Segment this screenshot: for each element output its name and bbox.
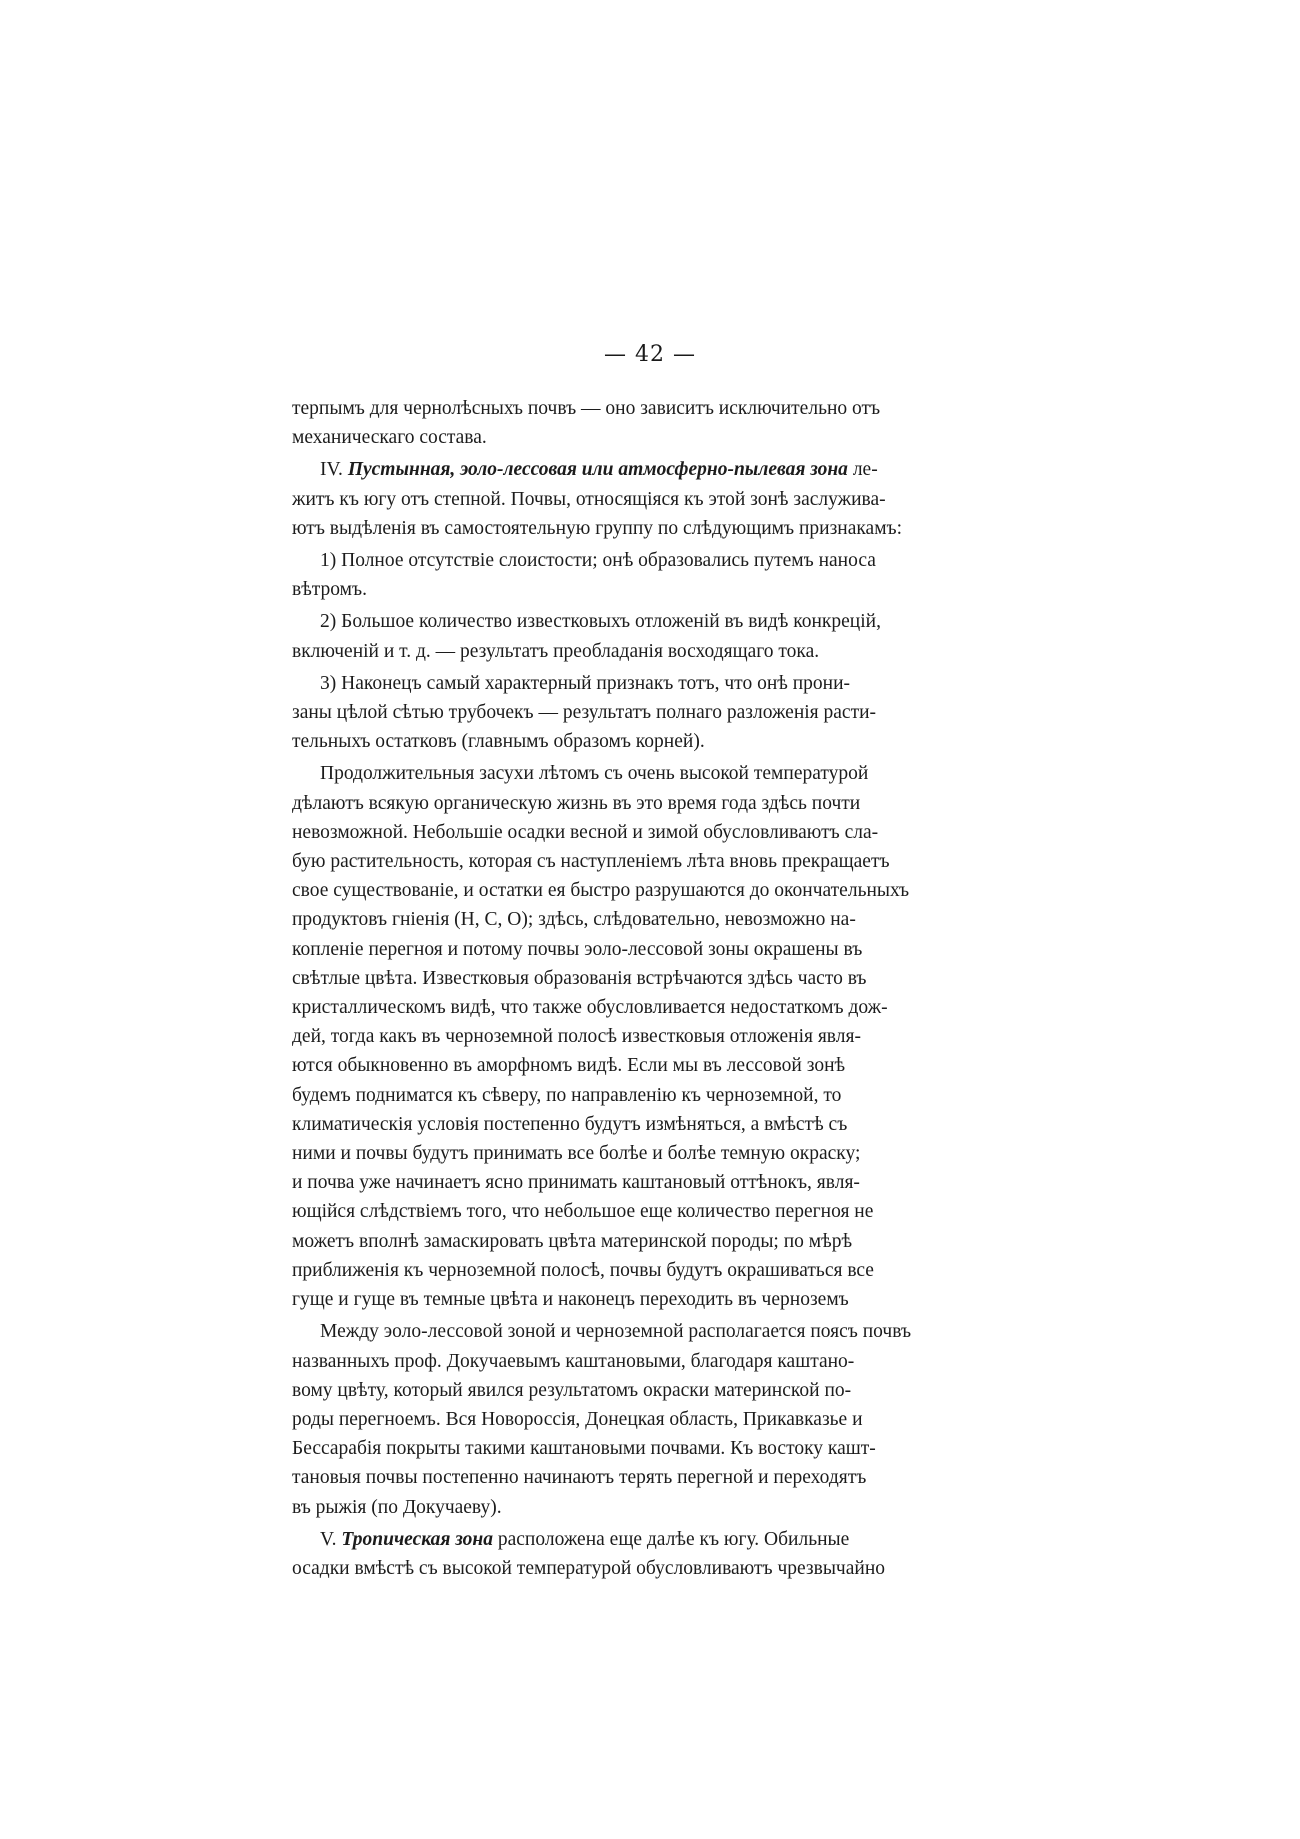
section-numeral: IV. — [320, 459, 343, 481]
text-line: бую растительность, которая съ наступленіемъ лѣта вновь прекращаетъ — [292, 851, 890, 873]
paragraph — [292, 546, 938, 604]
text-line: можетъ вполнѣ замаскировать цвѣта материнской породы; по мѣрѣ — [292, 1230, 853, 1252]
text-line: тановыя почвы постепенно начинаютъ терять перегной и переходятъ — [292, 1467, 867, 1489]
text-line: приближенія къ черноземной полосѣ, почвы будутъ окрашиваться все — [292, 1259, 874, 1281]
text-line: 1) Полное отсутствіе слоистости; онѣ образовались путемъ наноса — [320, 550, 876, 572]
text-line: гуще и гуще въ темные цвѣта и наконецъ переходить въ черноземъ — [292, 1289, 849, 1311]
text-line: ютъ выдѣленія въ самостоятельную группу по слѣдующимъ признакамъ: — [292, 517, 903, 539]
text-line: Бессарабія покрыты такими каштановыми почвами. Къ востоку кашт- — [292, 1438, 876, 1460]
text-line: включеній и т. д. — результатъ преобладанія восходящаго тока. — [292, 640, 820, 662]
text-line: будемъ подниматся къ сѣверу, по направленію къ черноземной, то — [292, 1084, 842, 1106]
section-numeral: V. — [320, 1528, 337, 1550]
text-line: механическаго состава. — [292, 427, 487, 449]
text-line: невозможной. Небольшіе осадки весной и зимой обусловливаютъ сла- — [292, 821, 879, 843]
paragraph — [292, 759, 938, 1314]
text-line: и почва уже начинаетъ ясно принимать каштановый оттѣнокъ, явля- — [292, 1172, 860, 1194]
body-text — [292, 394, 938, 1586]
zone-term: Пустынная, эоло-лессовая или атмосферно-пылевая зона — [347, 459, 848, 481]
text-line: 2) Большое количество известковыхъ отложеній въ видѣ конкрецій, — [320, 611, 881, 633]
text-line: ними и почвы будутъ принимать все болѣе и болѣе темную окраску; — [292, 1143, 861, 1165]
text-line: тельныхъ остатковъ (главнымъ образомъ корней). — [292, 731, 705, 753]
text-line: житъ къ югу отъ степной. Почвы, относящіяся къ этой зонѣ заслужива- — [292, 488, 886, 510]
text-fragment: ле- — [847, 459, 878, 481]
text-line — [292, 1525, 938, 1554]
paragraph — [292, 607, 938, 665]
text-line: дѣлаютъ всякую органическую жизнь въ это время года здѣсь почти — [292, 792, 861, 814]
paragraph — [292, 1317, 938, 1521]
text-line: Между эоло-лессовой зоной и черноземной располагается поясъ почвъ — [320, 1321, 912, 1343]
text-line: роды перегноемъ. Вся Новороссія, Донецкая область, Прикавказье и — [292, 1408, 863, 1430]
text-line: копленіе перегноя и потому почвы эоло-лессовой зоны окрашены въ — [292, 938, 863, 960]
text-line: заны цѣлой сѣтью трубочекъ — результатъ полнаго разложенія расти- — [292, 702, 877, 724]
text-line: ющійся слѣдствіемъ того, что небольшое еще количество перегноя не — [292, 1201, 874, 1223]
text-line: въ рыжія (по Докучаеву). — [292, 1496, 502, 1518]
paragraph-zone-v — [292, 1525, 938, 1583]
text-line: свое существованіе, и остатки ея быстро разрушаются до окончательныхъ — [292, 880, 910, 902]
page-number: — 42 — — [604, 342, 696, 367]
text-line: дей, тогда какъ въ черноземной полосѣ известковыя отложенія явля- — [292, 1026, 861, 1048]
text-line: свѣтлые цвѣта. Известковыя образованія встрѣчаются здѣсь часто въ — [292, 967, 867, 989]
paragraph-zone-iv — [292, 455, 938, 543]
text-line: названныхъ проф. Докучаевымъ каштановыми, благодаря каштано- — [292, 1350, 855, 1372]
text-line: продуктовъ гніенія (H, C, O); здѣсь, слѣдовательно, невозможно на- — [292, 909, 856, 931]
text-line: вому цвѣту, который явился результатомъ окраски материнской по- — [292, 1379, 852, 1401]
text-line: ются обыкновенно въ аморфномъ видѣ. Если мы въ лессовой зонѣ — [292, 1055, 846, 1077]
text-line: терпымъ для чернолѣсныхъ почвъ — оно зависитъ исключительно отъ — [292, 398, 881, 419]
zone-term: Тропическая зона — [341, 1528, 493, 1550]
paragraph — [292, 394, 938, 452]
text-fragment: расположена еще далѣе къ югу. Обильные — [492, 1528, 850, 1550]
text-line — [292, 455, 938, 484]
text-line: вѣтромъ. — [292, 579, 367, 601]
text-line: 3) Наконецъ самый характерный признакъ тотъ, что онѣ прони- — [320, 672, 851, 694]
paragraph — [292, 669, 938, 757]
text-line: кристаллическомъ видѣ, что также обусловливается недостаткомъ дож- — [292, 997, 888, 1019]
text-line: Продолжительныя засухи лѣтомъ съ очень высокой температурой — [320, 763, 869, 785]
text-line: климатическія условія постепенно будутъ измѣняться, а вмѣстѣ съ — [292, 1113, 848, 1135]
text-line: осадки вмѣстѣ съ высокой температурой обусловливаютъ чрезвычайно — [292, 1557, 886, 1579]
